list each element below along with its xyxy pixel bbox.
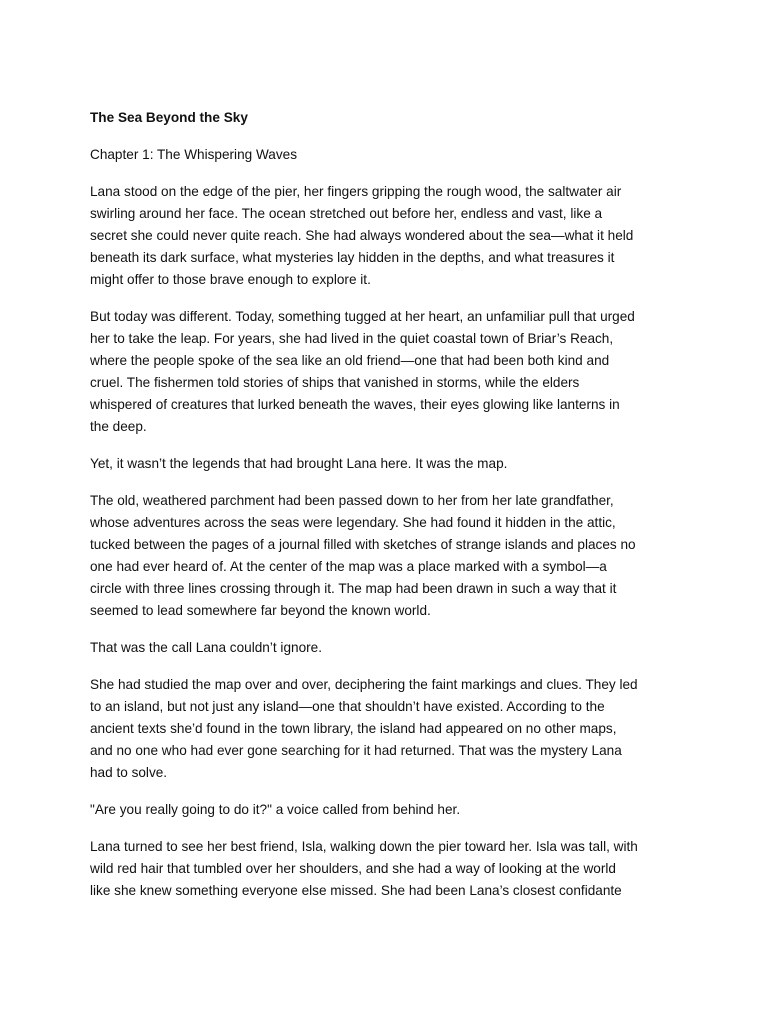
text-line: But today was different. Today, something tugged at her heart, an unfamiliar pull that urged: [90, 309, 635, 324]
paragraph-list: [90, 181, 682, 902]
paragraph: [90, 637, 682, 659]
text-line: ancient texts she’d found in the town library, the island had appeared on no other maps,: [90, 721, 617, 736]
text-line: Lana stood on the edge of the pier, her fingers gripping the rough wood, the saltwater air: [90, 184, 622, 199]
paragraph: [90, 836, 682, 902]
paragraph: [90, 490, 682, 622]
text-line: whispered of creatures that lurked beneath the waves, their eyes glowing like lanterns in: [90, 397, 620, 412]
text-line: might offer to those brave enough to explore it.: [90, 272, 371, 287]
text-line: whose adventures across the seas were legendary. She had found it hidden in the attic,: [90, 515, 616, 530]
paragraph: [90, 674, 682, 784]
paragraph: [90, 453, 682, 475]
text-line: wild red hair that tumbled over her shoulders, and she had a way of looking at the world: [90, 861, 616, 876]
document-body: [90, 107, 682, 917]
text-line: That was the call Lana couldn’t ignore.: [90, 640, 322, 655]
text-line: had to solve.: [90, 765, 168, 780]
paragraph: [90, 181, 682, 291]
text-line: secret she could never quite reach. She had always wondered about the sea—what it held: [90, 228, 634, 243]
text-line: Yet, it wasn’t the legends that had brought Lana here. It was the map.: [90, 456, 508, 471]
text-line: cruel. The fishermen told stories of ships that vanished in storms, while the elders: [90, 375, 580, 390]
text-line: like she knew something everyone else missed. She had been Lana’s closest confidante: [90, 883, 622, 898]
text-line: The old, weathered parchment had been passed down to her from her late grandfather,: [90, 493, 614, 508]
text-line: seemed to lead somewhere far beyond the known world.: [90, 603, 431, 618]
text-line: where the people spoke of the sea like an old friend—one that had been both kind and: [90, 353, 610, 368]
text-line: to an island, but not just any island—one that shouldn’t have existed. According to the: [90, 699, 605, 714]
text-line: She had studied the map over and over, deciphering the faint markings and clues. They led: [90, 677, 638, 692]
text-line: tucked between the pages of a journal filled with sketches of strange islands and places no: [90, 537, 636, 552]
paragraph: [90, 799, 682, 821]
text-line: "Are you really going to do it?" a voice called from behind her.: [90, 802, 461, 817]
text-line: and no one who had ever gone searching for it had returned. That was the mystery Lana: [90, 743, 622, 758]
chapter-heading: Chapter 1: The Whispering Waves: [90, 147, 298, 162]
text-line: Lana turned to see her best friend, Isla, walking down the pier toward her. Isla was tall, with: [90, 839, 638, 854]
document-title: The Sea Beyond the Sky: [90, 110, 248, 125]
text-line: beneath its dark surface, what mysteries lay hidden in the depths, and what treasures it: [90, 250, 615, 265]
text-line: the deep.: [90, 419, 147, 434]
text-line: circle with three lines crossing through it. The map had been drawn in such a way that it: [90, 581, 617, 596]
text-line: her to take the leap. For years, she had lived in the quiet coastal town of Briar’s Reach,: [90, 331, 614, 346]
text-line: one had ever heard of. At the center of the map was a place marked with a symbol—a: [90, 559, 607, 574]
text-line: swirling around her face. The ocean stretched out before her, endless and vast, like a: [90, 206, 603, 221]
paragraph: [90, 306, 682, 438]
